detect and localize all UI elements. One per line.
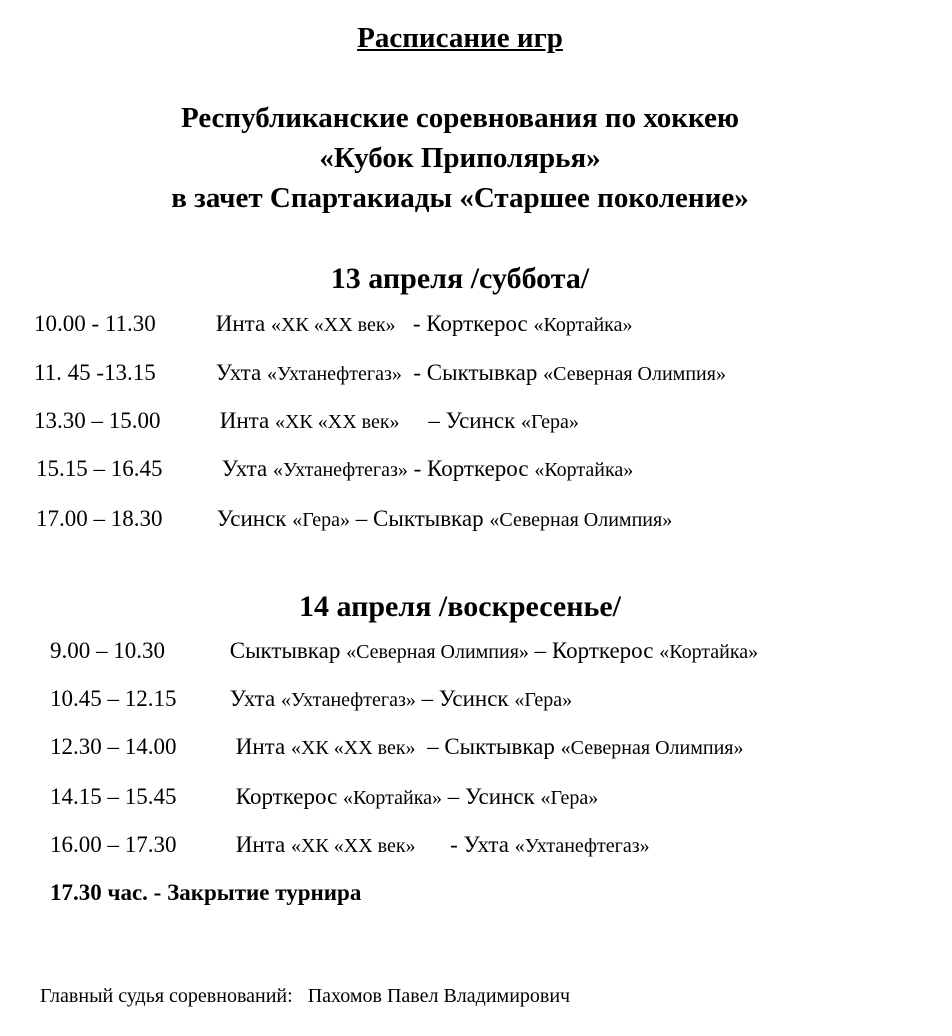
- team1-name: «Гера»: [292, 509, 351, 531]
- game-row: [50, 638, 758, 664]
- subtitle-line-1: Республиканские соревнования по хоккею: [180, 102, 740, 134]
- team2-name: «Кортайка»: [534, 459, 634, 481]
- team1-city: Корткерос: [235, 784, 338, 809]
- chief-judge: [40, 985, 570, 1008]
- team2-name: «Кортайка»: [659, 641, 759, 663]
- game-separator: -: [413, 360, 422, 385]
- team1-name: «ХК «ХХ век»: [274, 411, 400, 433]
- subtitle-line-2: «Кубок Приполярья»: [319, 142, 601, 174]
- game-separator: –: [447, 784, 460, 809]
- team2-city: Сыктывкар: [373, 506, 484, 531]
- team2-name: «Ухтанефтегаз»: [514, 835, 650, 857]
- game-row: [50, 784, 598, 810]
- team1-city: Инта: [215, 311, 266, 336]
- team1-city: Инта: [219, 408, 270, 433]
- team2-city: Ухта: [463, 832, 509, 857]
- team1-city: Инта: [235, 734, 286, 759]
- team2-city: Корткерос: [426, 311, 528, 336]
- team1-name: «Ухтанефтегаз»: [266, 363, 402, 385]
- team1-name: «ХК «ХХ век»: [270, 314, 396, 336]
- team1-name: «ХК «ХХ век»: [290, 835, 416, 857]
- team1-city: Ухта: [229, 686, 276, 711]
- game-row: [34, 408, 579, 434]
- game-separator: –: [421, 686, 434, 711]
- closing-line: 17.30 час. - Закрытие турнира: [50, 880, 362, 905]
- game-row: [50, 686, 572, 712]
- game-separator: -: [450, 832, 458, 857]
- team1-name: «Северная Олимпия»: [346, 641, 529, 663]
- team2-name: «Северная Олимпия»: [489, 509, 673, 531]
- game-time: 9.00 – 10.30: [50, 638, 165, 663]
- team2-city: Усинск: [445, 408, 516, 433]
- team2-name: «Гера»: [540, 787, 599, 809]
- game-time: 16.00 – 17.30: [50, 832, 177, 857]
- team1-city: Инта: [235, 832, 286, 857]
- team2-city: Сыктывкар: [444, 734, 555, 759]
- game-separator: –: [355, 506, 368, 531]
- team2-city: Усинск: [438, 686, 509, 711]
- game-time: 17.00 – 18.30: [36, 506, 163, 531]
- game-time: 14.15 – 15.45: [50, 784, 177, 809]
- team1-city: Усинск: [216, 506, 287, 531]
- game-separator: –: [427, 734, 439, 759]
- team1-city: Ухта: [221, 456, 268, 481]
- chief-judge-label: Главный судья соревнований:: [40, 985, 293, 1007]
- game-separator: –: [534, 638, 547, 663]
- game-time: 13.30 – 15.00: [34, 408, 161, 433]
- team2-city: Корткерос: [427, 456, 529, 481]
- day-heading-1: 13 апреля /суббота/: [330, 262, 590, 295]
- game-separator: -: [412, 311, 421, 336]
- team2-name: «Гера»: [521, 411, 579, 433]
- game-time: 11. 45 -13.15: [34, 360, 156, 385]
- day-heading-2: 14 апреля /воскресенье/: [298, 590, 622, 623]
- team1-city: Ухта: [215, 360, 262, 385]
- page-title: Расписание игр: [357, 22, 563, 54]
- team2-city: Корткерос: [551, 638, 654, 663]
- team1-name: «Ухтанефтегаз»: [272, 459, 408, 481]
- game-time: 12.30 – 14.00: [50, 734, 177, 759]
- team2-name: «Северная Олимпия»: [543, 363, 726, 385]
- team1-name: «ХК «ХХ век»: [290, 737, 416, 759]
- game-time: 10.45 – 12.15: [50, 686, 177, 711]
- team2-city: Усинск: [464, 784, 535, 809]
- team2-name: «Кортайка»: [533, 314, 633, 336]
- team2-name: «Северная Олимпия»: [560, 737, 744, 759]
- chief-judge-name: Пахомов Павел Владимирович: [307, 985, 571, 1007]
- game-row: [36, 456, 633, 482]
- team1-name: «Ухтанефтегаз»: [280, 689, 416, 711]
- game-separator: –: [428, 408, 440, 433]
- game-time: 15.15 – 16.45: [36, 456, 163, 481]
- game-separator: -: [413, 456, 422, 481]
- subtitle-line-3: в зачет Спартакиады «Старшее поколение»: [171, 182, 749, 214]
- game-row: [34, 311, 632, 337]
- team1-city: Сыктывкар: [229, 638, 341, 663]
- team1-name: «Кортайка»: [343, 787, 442, 809]
- game-row: [36, 506, 672, 532]
- team2-city: Сыктывкар: [426, 360, 538, 385]
- game-row: [50, 734, 743, 760]
- game-time: 10.00 - 11.30: [34, 311, 156, 336]
- game-row: [50, 832, 650, 858]
- team2-name: «Гера»: [514, 689, 573, 711]
- game-row: [34, 360, 726, 386]
